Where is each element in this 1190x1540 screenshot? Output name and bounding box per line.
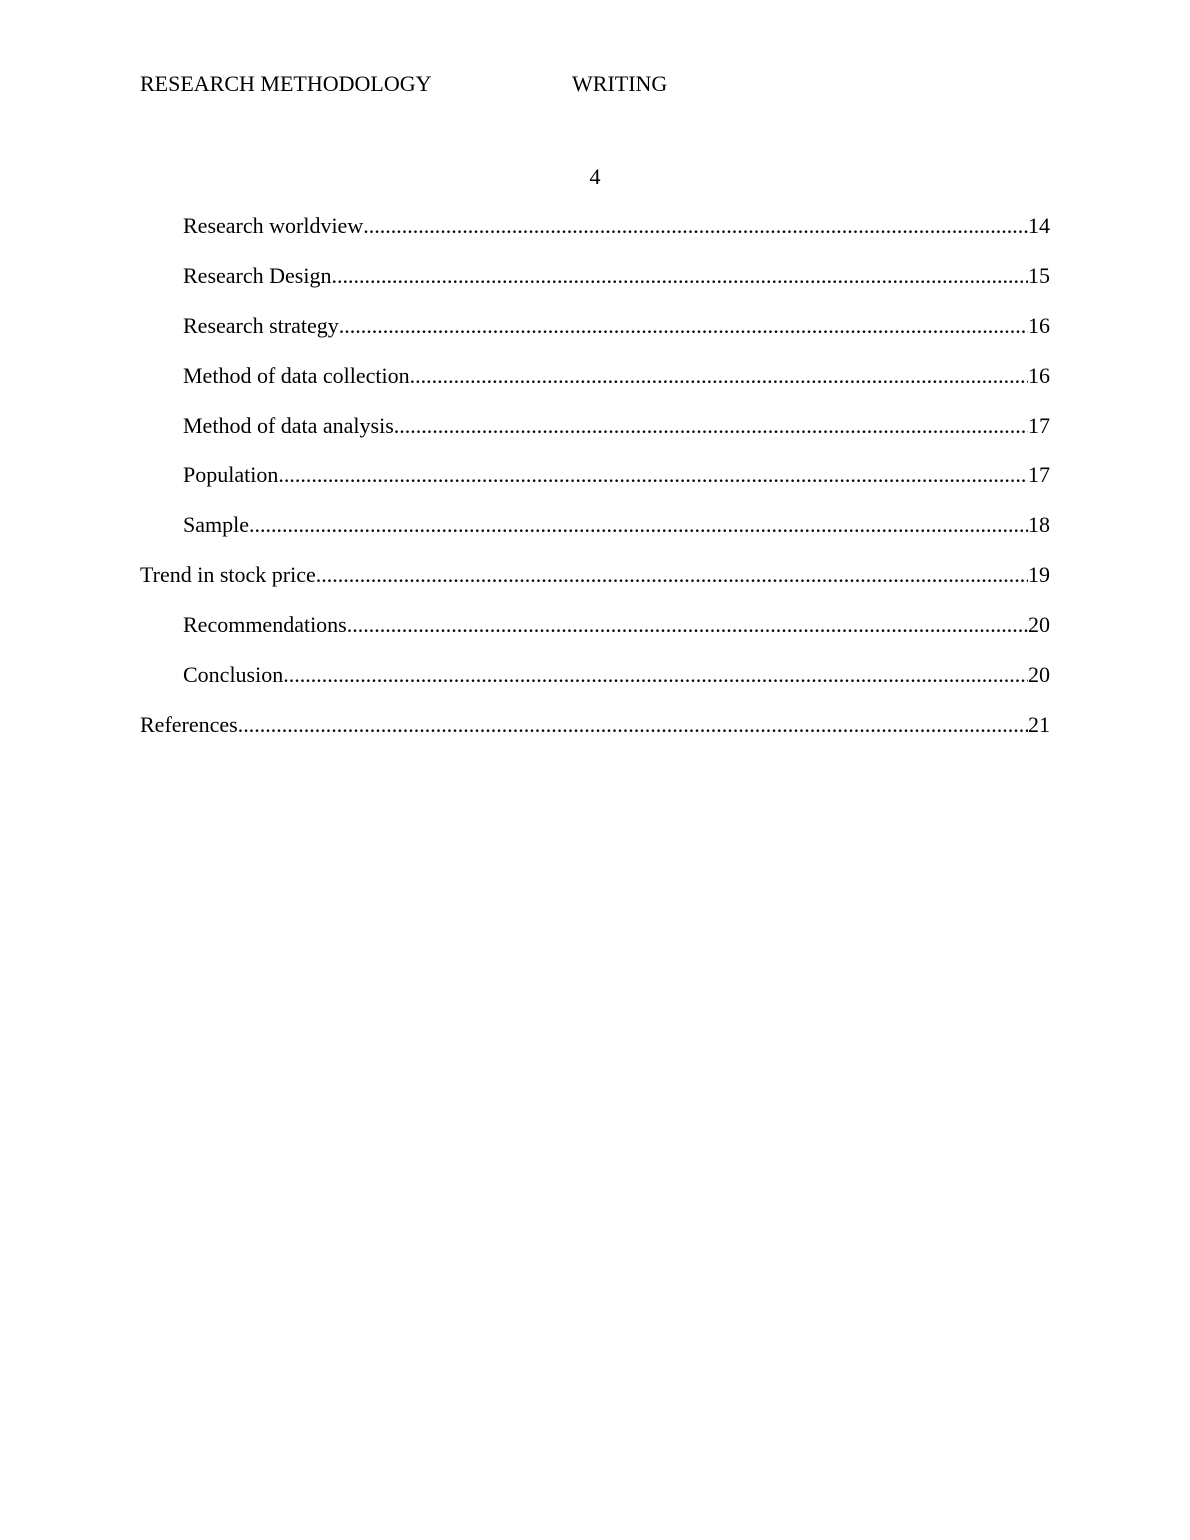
toc-entry-title: Research strategy [183, 312, 339, 338]
toc-dot-leader [316, 561, 1028, 589]
toc-entry-page: 16 [1028, 362, 1050, 388]
toc-entry-page: 18 [1028, 512, 1050, 538]
toc-entry-title: Recommendations [183, 612, 347, 638]
toc-entry-page: 17 [1028, 412, 1050, 438]
toc-entry-page: 16 [1028, 312, 1050, 338]
toc-entry-title: References [140, 711, 238, 737]
toc-dot-leader [331, 262, 1028, 290]
toc-dot-leader [339, 312, 1028, 340]
table-of-contents [140, 212, 1050, 761]
page-number: 4 [589, 164, 601, 189]
toc-entry-page: 14 [1028, 213, 1050, 238]
toc-dot-leader [394, 412, 1028, 440]
toc-dot-leader [283, 661, 1028, 689]
toc-dot-leader [249, 511, 1028, 539]
toc-dot-leader [238, 711, 1028, 739]
toc-entry[interactable] [140, 312, 1050, 362]
toc-dot-leader [363, 212, 1028, 240]
toc-entry-page: 15 [1028, 262, 1050, 288]
toc-entry[interactable] [140, 212, 1050, 262]
toc-entry-page: 20 [1028, 662, 1050, 688]
toc-entry[interactable] [140, 461, 1050, 511]
toc-entry[interactable] [140, 661, 1050, 711]
toc-entry-page: 19 [1028, 562, 1050, 588]
toc-entry-title: Population [183, 462, 279, 488]
toc-entry-title: Trend in stock price [140, 562, 316, 588]
toc-dot-leader [410, 362, 1028, 390]
toc-dot-leader [347, 611, 1028, 639]
toc-entry[interactable] [140, 412, 1050, 462]
running-head [140, 70, 667, 98]
toc-entry[interactable] [140, 511, 1050, 561]
toc-entry-title: Method of data analysis [183, 412, 394, 438]
toc-entry-title: Method of data collection [183, 362, 410, 388]
toc-entry-title: Sample [183, 512, 249, 538]
toc-dot-leader [278, 461, 1028, 489]
running-head-subtitle: WRITING [572, 71, 668, 96]
toc-entry-page: 21 [1028, 711, 1050, 737]
toc-entry[interactable] [140, 262, 1050, 312]
toc-entry[interactable] [140, 561, 1050, 611]
toc-entry[interactable] [140, 362, 1050, 412]
toc-entry-title: Conclusion [183, 662, 284, 688]
toc-entry-title: Research worldview [183, 213, 364, 238]
running-head-title: RESEARCH METHODOLOGY [140, 71, 432, 96]
toc-entry-page: 17 [1028, 462, 1050, 488]
toc-entry[interactable] [140, 611, 1050, 661]
toc-entry-page: 20 [1028, 612, 1050, 638]
toc-entry-title: Research Design [183, 262, 332, 288]
toc-entry[interactable] [140, 711, 1050, 761]
